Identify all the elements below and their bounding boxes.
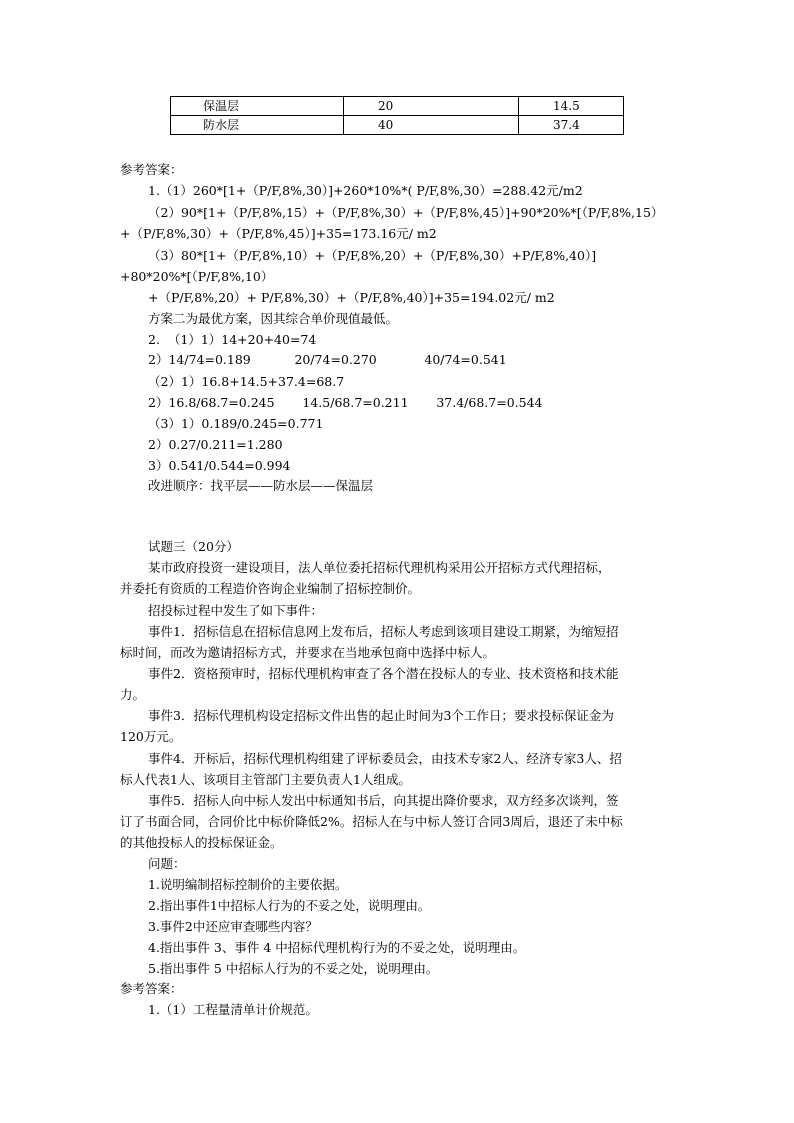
text-line: 事件5．招标人向中标人发出中标通知书后，向其提出降价要求，双方经多次谈判，签 [148,793,619,808]
text-line: 1.说明编制招标控制价的主要依据。 [148,877,348,892]
text-line: 5.指出事件 5 中招标人行为的不妥之处，说明理由。 [148,961,439,976]
text-line: 2）16.8/68.7=0.245 14.5/68.7=0.211 37.4/68.7=0.544 [148,395,543,410]
reference-answer-heading: 参考答案： [120,981,183,996]
text-line: 招投标过程中发生了如下事件： [148,603,324,618]
table-cell: 保温层 [171,97,344,116]
text-line: （3）1）0.189/0.245=0.771 [148,416,324,431]
table-cell: 防水层 [171,116,344,135]
text-line: 4.指出事件 3、事件 4 中招标代理机构行为的不妥之处，说明理由。 [148,940,526,955]
text-line: 2）14/74=0.189 20/74=0.270 40/74=0.541 [148,352,507,367]
table-cell: 37.4 [519,116,624,135]
text-line: 力。 [120,687,146,702]
question-heading: 试题三（20分） [148,539,239,554]
text-line: 订了书面合同，合同价比中标价降低2%。招标人在与中标人签订合同3周后，退还了未中标 [120,814,623,829]
text-line: 120万元。 [120,729,182,744]
text-line: 改进顺序：找平层——防水层——保温层 [148,478,374,493]
text-line: 事件3．招标代理机构设定招标文件出售的起止时间为3个工作日；要求投标保证金为 [148,708,614,723]
text-line: （3）80*[1+（P/F,8%,10）+（P/F,8%,20）+（P/F,8%,30）+P/F,8%,40）] [148,248,597,263]
text-line: （2）1）16.8+14.5+37.4=68.7 [148,374,345,389]
text-line: +80*20%*[（P/F,8%,10） [120,269,274,284]
text-line: 事件4．开标后，招标代理机构组建了评标委员会，由技术专家2人、经济专家3人、招 [148,751,622,766]
text-line: +（P/F,8%,30）+（P/F,8%,45）]+35=173.16元/ m2 [120,226,437,241]
questions-heading: 问题： [148,856,186,871]
text-line: 方案二为最优方案，因其综合单价现值最低。 [148,311,399,326]
table-row [171,116,624,135]
text-line: 2.指出事件1中招标人行为的不妥之处，说明理由。 [148,898,431,913]
text-line: 2）0.27/0.211=1.280 [148,437,283,452]
text-line: 某市政府投资一建设项目，法人单位委托招标代理机构采用公开招标方式代理招标， [148,560,611,575]
table-cell: 14.5 [519,97,624,116]
table-cell: 20 [344,97,519,116]
reference-answer-heading: 参考答案： [120,162,183,177]
text-line: 事件1．招标信息在招标信息网上发布后，招标人考虑到该项目建设工期紧，为缩短招 [148,624,619,639]
text-line: 标时间，而改为邀请招标方式，并要求在当地承包商中选择中标人。 [120,645,496,660]
text-line: +（P/F,8%,20）+ P/F,8%,30）+（P/F,8%,40）]+35=194.02元/ m2 [148,290,555,305]
text-line: 2. （1）1）14+20+40=74 [148,332,317,347]
text-line: 3）0.541/0.544=0.994 [148,458,291,473]
text-line: （2）90*[1+（P/F,8%,15）+（P/F,8%,30）+（P/F,8%,45）]+90*20%*[（P/F,8%,15） [148,205,664,220]
text-line: 并委托有资质的工程造价咨询企业编制了招标控制价。 [120,581,421,596]
cost-table [170,96,624,135]
text-line: 3.事件2中还应审查哪些内容？ [148,919,318,934]
text-line: 标人代表1人、该项目主管部门主要负责人1人组成。 [120,772,411,787]
text-line: 1.（1）工程量清单计价规范。 [148,1002,318,1017]
table-cell: 40 [344,116,519,135]
text-line: 事件2．资格预审时，招标代理机构审查了各个潜在投标人的专业、技术资格和技术能 [148,666,619,681]
table-row [171,97,624,116]
text-line: 1.（1）260*[1+（P/F,8%,30）]+260*10%*( P/F,8%,30）=288.42元/m2 [148,183,583,198]
text-line: 的其他投标人的投标保证金。 [120,835,283,850]
